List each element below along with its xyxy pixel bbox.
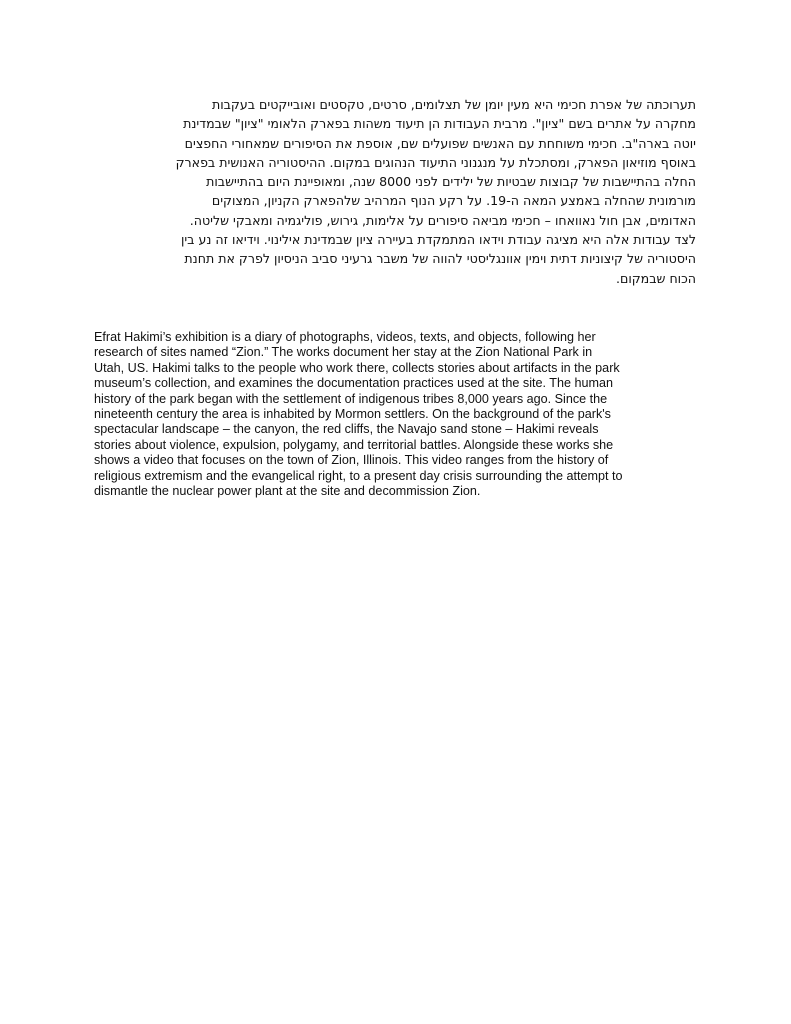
hebrew-line: מחקרה על אתרים בשם "ציון". מרבית העבודות הן תיעוד משהות בפארק הלאומי "ציון" שבמדינת bbox=[183, 116, 696, 132]
hebrew-line: החלה בהתיישבות של קבוצות שבטיות של ילידים לפני 8000 שנה, ומאופיינת היום בהתיישבות bbox=[206, 174, 696, 190]
english-line: religious extremism and the evangelical right, to a present day crisis surrounding the attempt to bbox=[94, 468, 623, 483]
english-line: shows a video that focuses on the town of Zion, Illinois. This video ranges from the history of bbox=[94, 453, 609, 468]
english-line: research of sites named “Zion.” The works document her stay at the Zion National Park in bbox=[94, 345, 593, 360]
hebrew-line: היסטוריה של קיצוניות דתית וימין אוונגליסטי להווה של משבר גרעיני סביב הניסיון לפרק את תחנת bbox=[184, 251, 696, 267]
english-line: Efrat Hakimi’s exhibition is a diary of photographs, videos, texts, and objects, following her bbox=[94, 330, 596, 344]
english-line: stories about violence, expulsion, polygamy, and territorial battles. Alongside these works she bbox=[94, 437, 614, 452]
hebrew-paragraph bbox=[96, 95, 696, 288]
english-line: spectacular landscape – the canyon, the red cliffs, the Navajo sand stone – Hakimi reveals bbox=[94, 422, 599, 437]
english-line: nineteenth century the area is inhabited by Mormon settlers. On the background of the park's bbox=[94, 407, 611, 422]
english-line: Utah, US. Hakimi talks to the people who work there, collects stories about artifacts in the park bbox=[94, 360, 620, 375]
hebrew-line: יוטה בארה"ב. חכימי משוחחת עם האנשים שפועלים שם, אוספת את הסיפורים שמאחורי החפצים bbox=[184, 135, 696, 151]
hebrew-line: הכוח שבמקום. bbox=[615, 270, 696, 286]
english-line: history of the park began with the settlement of indigenous tribes 8,000 years ago. Since the bbox=[94, 391, 608, 406]
hebrew-line: תערוכתה של אפרת חכימי היא מעין יומן של תצלומים, סרטים, טקסטים ואובייקטים בעקבות bbox=[211, 97, 696, 112]
hebrew-line: מורמונית שהחלה באמצע המאה ה-19. על רקע הנוף המרהיב שלהפארק הקניון, המצוקים bbox=[211, 193, 696, 209]
hebrew-line: לצד עבודות אלה היא מציגה עבודת וידאו המתמקדת בעיירה ציון שבמדינת אילינוי. וידיאו זה נע בין bbox=[180, 232, 696, 248]
hebrew-line: האדומים, אבן חול נאוואחו – חכימי מביאה סיפורים על אלימות, גירוש, פוליגמיה ומאבקי שליטה. bbox=[189, 212, 696, 228]
english-paragraph bbox=[94, 330, 706, 499]
english-line: dismantle the nuclear power plant at the site and decommission Zion. bbox=[94, 484, 481, 499]
english-line: museum’s collection, and examines the documentation practices used at the site. The human bbox=[94, 376, 613, 391]
hebrew-line: באוסף מוזיאון הפארק, ומסתכלת על מנגנוני התיעוד הנהוגים במקום. ההיסטוריה האנושית בפארק bbox=[175, 154, 696, 170]
